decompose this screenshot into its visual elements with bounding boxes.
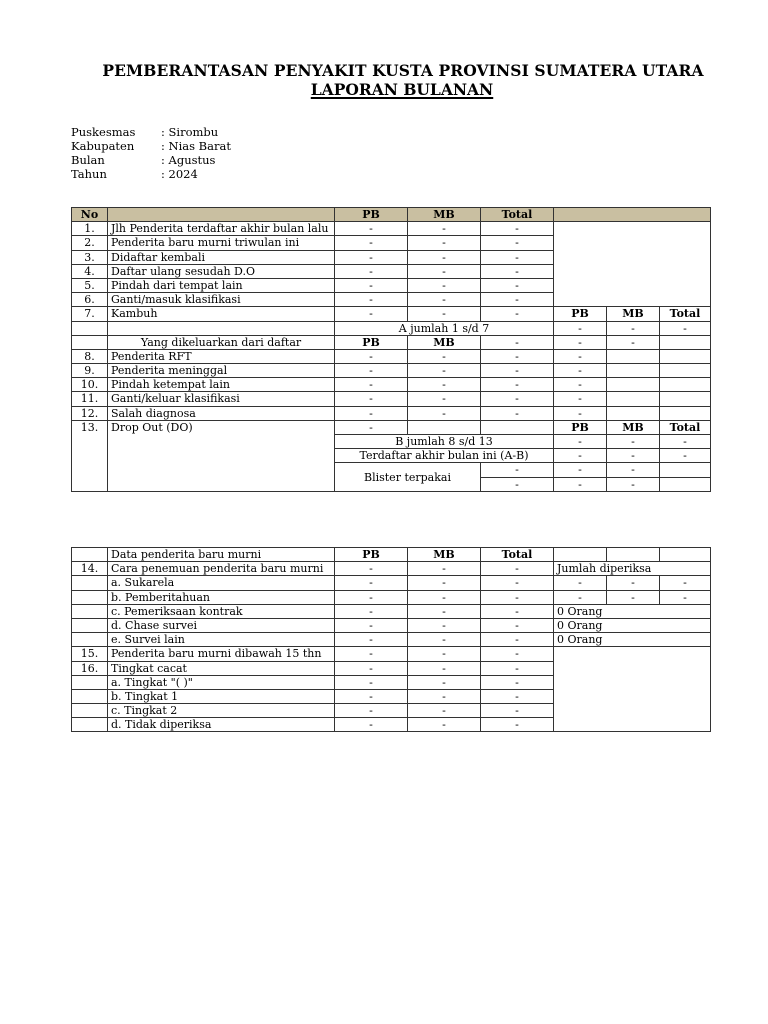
table-row: 9. Penderita meninggal - - - - (72, 364, 711, 378)
info-row-tahun: Tahun : 2024 (71, 167, 198, 181)
table-row: 2. Penderita baru murni triwulan ini - - - (72, 236, 711, 250)
table-header-row: No PB MB Total (72, 208, 711, 222)
sum-a-row: A jumlah 1 s/d 7 - - - (72, 321, 711, 335)
monthly-register-table (71, 207, 711, 492)
table-row: 1. Jlh Penderita terdaftar akhir bulan lalu - - - (72, 222, 711, 236)
table-row: 4. Daftar ulang sesudah D.O - - - (72, 264, 711, 278)
table-row: c. Pemeriksaan kontrak - - - 0 Orang (72, 604, 711, 618)
new-patients-table (71, 547, 711, 732)
table-row: d. Chase survei - - - 0 Orang (72, 618, 711, 632)
info-row-puskesmas: Puskesmas : Sirombu (71, 125, 219, 139)
table-row: 10. Pindah ketempat lain - - - - (72, 378, 711, 392)
table-row: a. Tingkat "( )" - - - (72, 675, 711, 689)
table-row: b. Pemberitahuan - - - - - - (72, 590, 711, 604)
table-row: c. Tingkat 2 - - - (72, 704, 711, 718)
blister-row: Blister terpakai - - - (72, 463, 711, 477)
table-row: 5. Pindah dari tempat lain - - - (72, 278, 711, 292)
info-row-bulan: Bulan : Agustus (71, 153, 216, 167)
table-row: 15. Penderita baru murni dibawah 15 thn - - - (72, 647, 711, 661)
table-row: 6. Ganti/masuk klasifikasi - - - (72, 293, 711, 307)
blister-row: - - - (72, 477, 711, 491)
table-row: 13. Drop Out (DO) - PB MB Total (72, 420, 711, 434)
table-row: d. Tidak diperiksa - - - (72, 718, 711, 732)
report-info (71, 125, 231, 181)
removed-header-row: Yang dikeluarkan dari daftar PB MB - - - (72, 335, 711, 349)
table-row: 8. Penderita RFT - - - - (72, 349, 711, 363)
end-of-month-row: Terdaftar akhir bulan ini (A-B) - - - (72, 449, 711, 463)
table-row: 7. Kambuh - - - PB MB Total (72, 307, 711, 321)
sum-b-row: B jumlah 8 s/d 13 - - - (72, 435, 711, 449)
table-row: a. Sukarela - - - - - - (72, 576, 711, 590)
table-row: 12. Salah diagnosa - - - - (72, 406, 711, 420)
table-row: 3. Didaftar kembali - - - (72, 250, 711, 264)
table-row: 14. Cara penemuan penderita baru murni - - - Jumlah diperiksa (72, 562, 711, 576)
table-row: 11. Ganti/keluar klasifikasi - - - - (72, 392, 711, 406)
table-row: e. Survei lain - - - 0 Orang (72, 633, 711, 647)
info-row-kabupaten: Kabupaten : Nias Barat (71, 139, 231, 153)
report-title: PEMBERANTASAN PENYAKIT KUSTA PROVINSI SUMATERA UTARA (102, 61, 704, 80)
table-row: b. Tingkat 1 - - - (72, 689, 711, 703)
table-row: 16. Tingkat cacat - - - (72, 661, 711, 675)
report-subtitle: LAPORAN BULANAN (310, 80, 494, 99)
table-header-row: Data penderita baru murni PB MB Total (72, 548, 711, 562)
